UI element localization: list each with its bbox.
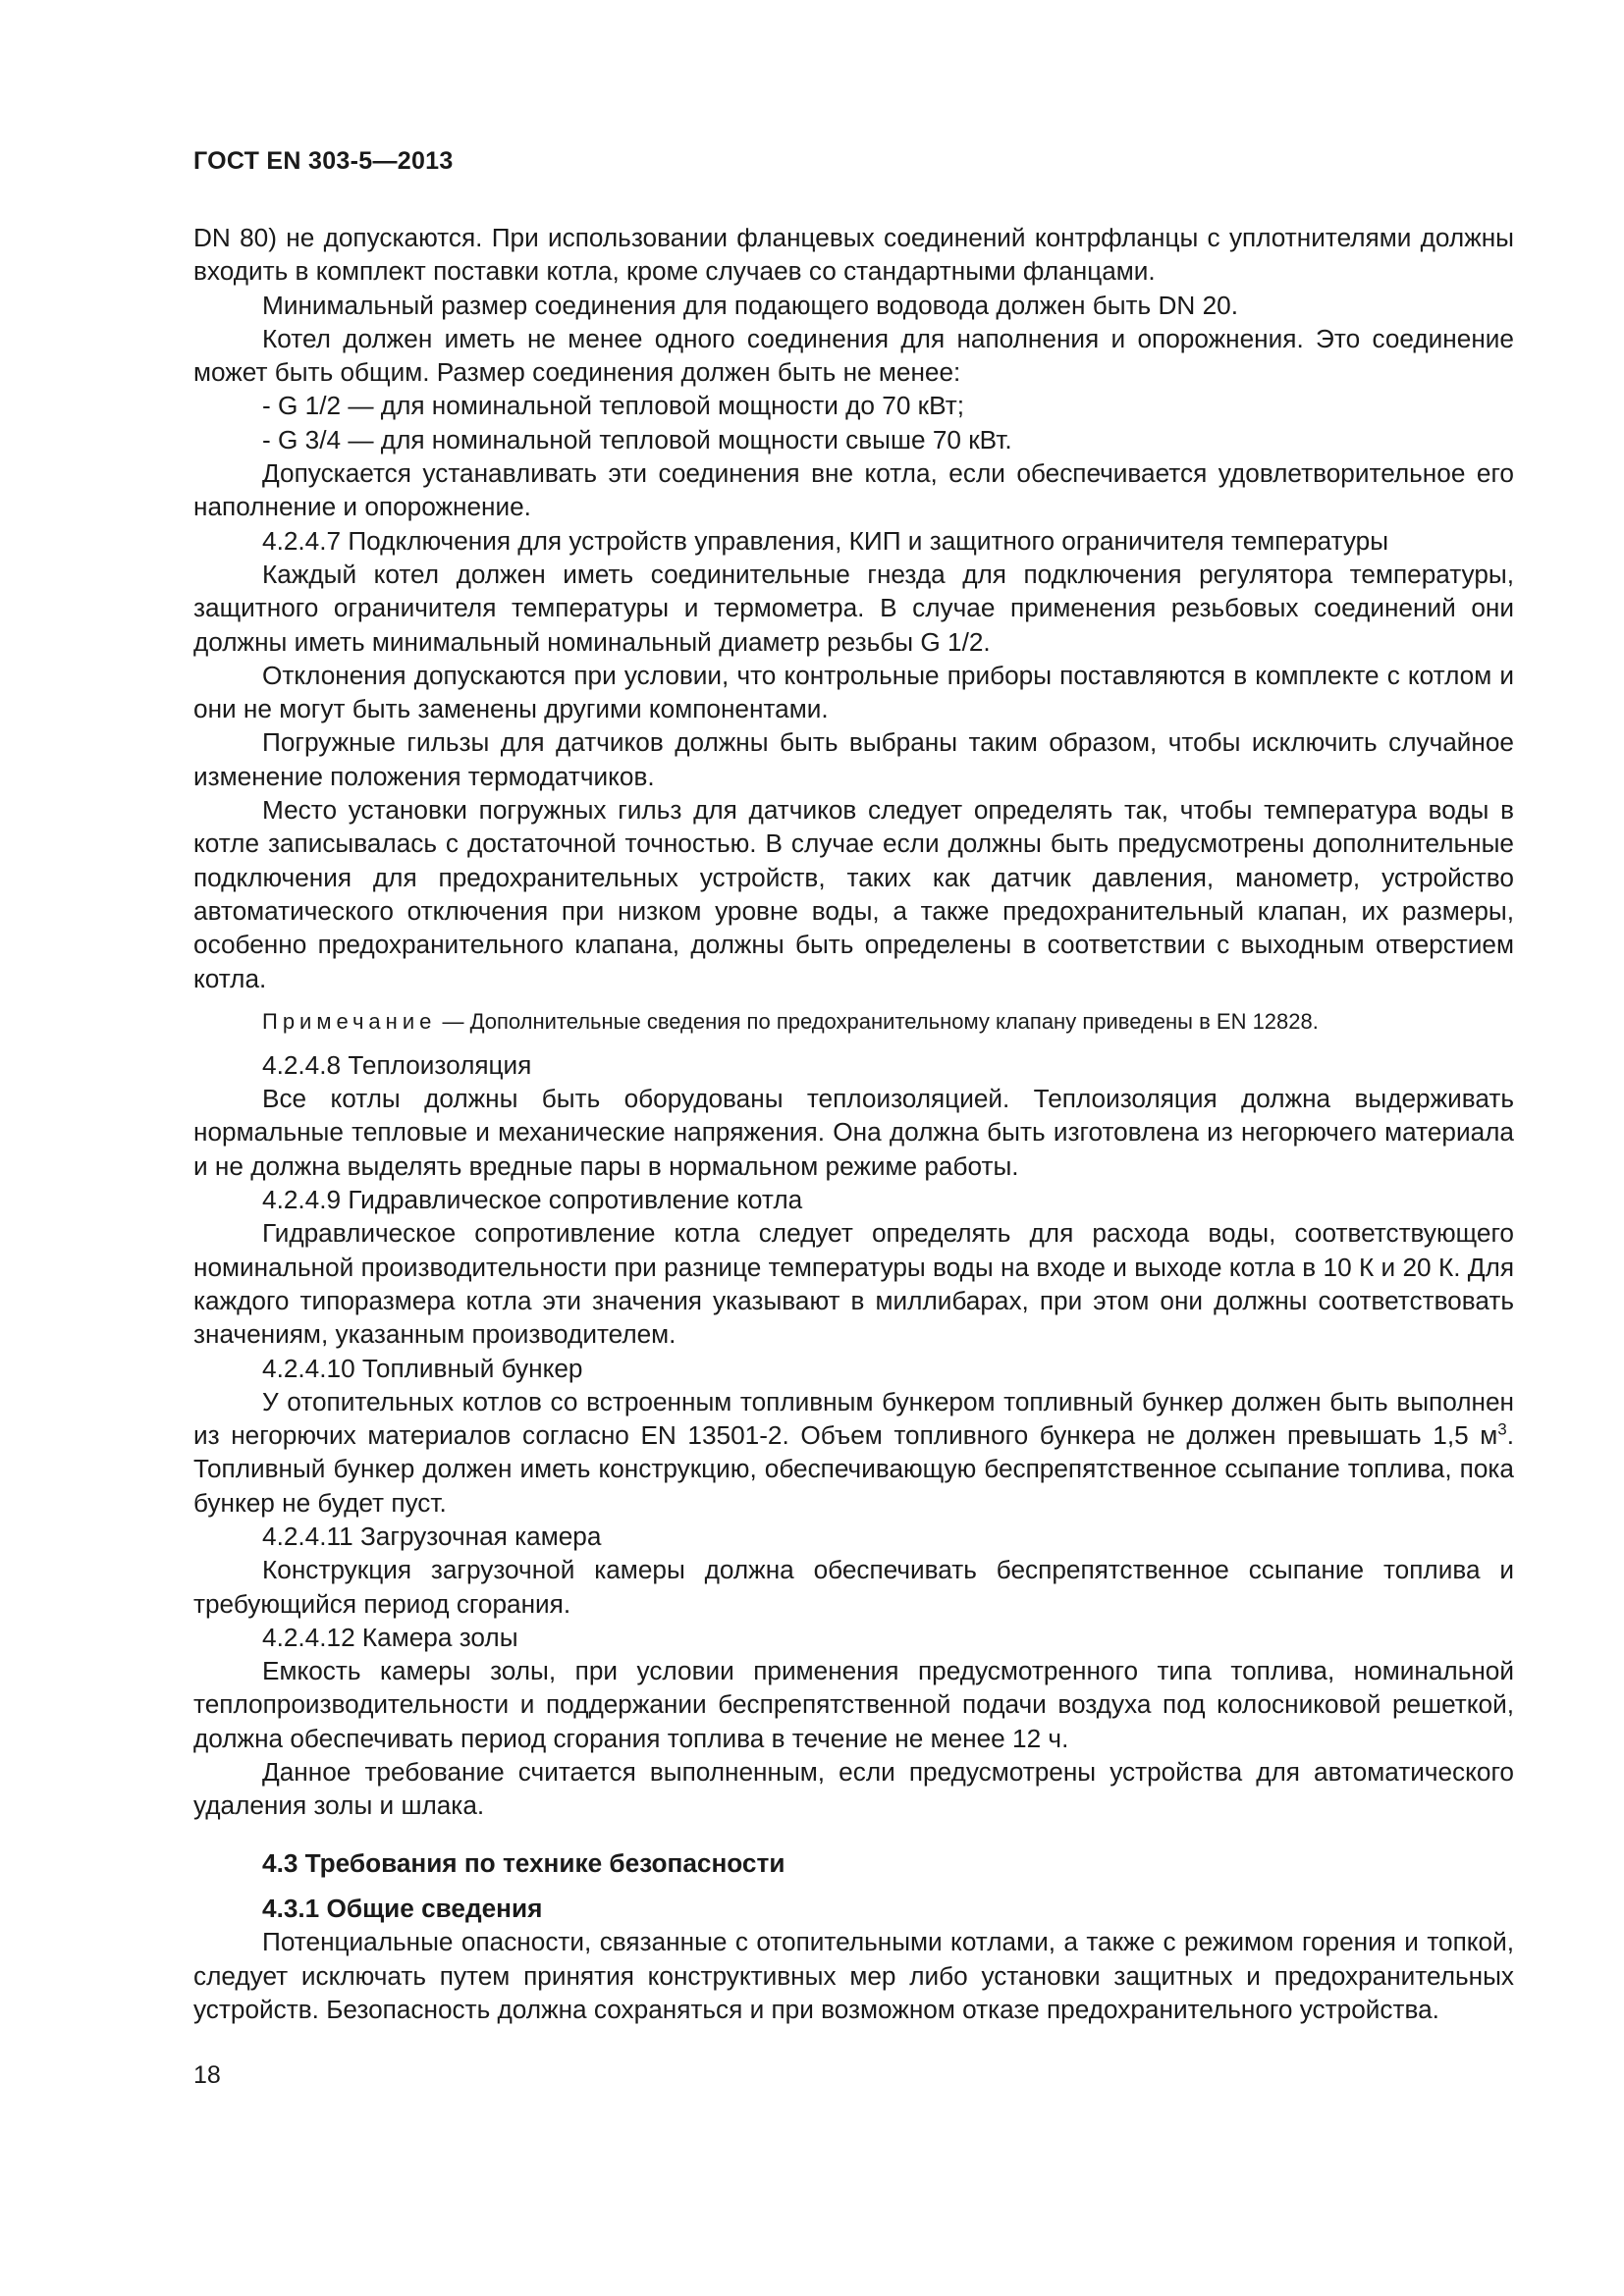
paragraph — [193, 1385, 1514, 1520]
section-heading: 4.2.4.8 Теплоизоляция — [262, 1049, 532, 1080]
paragraph: Потенциальные опасности, связанные с отопительными котлами, а также с режимом горения и топкой, следует исключать путем принятия конструктивных мер либо установки защитных и предохранительных устройств. Безопасность должна сохраняться и при возможном отказе предохранительного устройства. — [193, 1927, 1514, 2024]
paragraph-part: . Топливный бункер должен иметь конструкцию, обеспечивающую беспрепятственное ссыпание топлива, пока бункер не будет пуст. — [193, 1420, 1514, 1518]
superscript: 3 — [1497, 1419, 1507, 1439]
note-label: Примечание — [262, 1008, 437, 1034]
paragraph: Минимальный размер соединения для подающего водовода должен быть DN 20. — [262, 290, 1238, 320]
section-heading: 4.2.4.9 Гидравлическое сопротивление котла — [262, 1185, 803, 1215]
note-text: — Дополнительные сведения по предохранительному клапану приведены в EN 12828. — [436, 1008, 1319, 1034]
paragraph: Конструкция загрузочной камеры должна обеспечивать беспрепятственное ссыпание топлива и требующийся период сгорания. — [193, 1555, 1514, 1619]
paragraph-part: У отопительных котлов со встроенным топливным бункером топливный бункер должен быть выполнен из негорючих материалов согласно EN 13501-2. Объем топливного бункера не должен превышать 1,5 м — [193, 1386, 1514, 1451]
note — [193, 1007, 1514, 1037]
list-item: - G 1/2 — для номинальной тепловой мощности до 70 кВт; — [262, 391, 964, 421]
document-header: ГОСТ EN 303-5—2013 — [193, 147, 454, 175]
document-body — [193, 221, 1514, 2026]
subsection-title: 4.3.1 Общие сведения — [262, 1893, 543, 1923]
paragraph: Место установки погружных гильз для датчиков следует определять так, чтобы температура воды в котле записывалась с достаточной точностью. В случае если должны быть предусмотрены дополнительные подключения для предохранительных устройств, таких как датчик давления, манометр, устройство автоматического отключения при низком уровне воды, а также предохранительный клапан, их размеры, особенно предохранительного клапана, должны быть определены в соответствии с выходным отверстием котла. — [193, 795, 1514, 993]
paragraph: Емкость камеры золы, при условии применения предусмотренного типа топлива, номинальной теплопроизводительности и поддержании беспрепятственной подачи воздуха под колосниковой решеткой, должна обеспечивать период сгорания топлива в течение не менее 12 ч. — [193, 1656, 1514, 1753]
paragraph: Гидравлическое сопротивление котла следует определять для расхода воды, соответствующего номинальной производительности при разнице температуры воды на входе и выходе котла в 10 К и 20 К. Для каждого типоразмера котла эти значения указывают в миллибарах, при этом они должны соответствовать значениям, указанным производителем. — [193, 1218, 1514, 1350]
paragraph: Котел должен иметь не менее одного соединения для наполнения и опорожнения. Это соединение может быть общим. Размер соединения должен быть не менее: — [193, 323, 1514, 388]
paragraph: Погружные гильзы для датчиков должны быть выбраны таким образом, чтобы исключить случайное изменение положения термодатчиков. — [193, 727, 1514, 791]
page-number: 18 — [193, 2061, 221, 2089]
paragraph: Все котлы должны быть оборудованы теплоизоляцией. Теплоизоляция должна выдерживать нормальные тепловые и механические напряжения. Она должна быть изготовлена из негорючего материала и не должна выделять вредные пары в нормальном режиме работы. — [193, 1084, 1514, 1181]
section-heading: 4.2.4.10 Топливный бункер — [262, 1353, 583, 1383]
section-heading: 4.2.4.7 Подключения для устройств управления, КИП и защитного ограничителя температуры — [262, 525, 1389, 556]
paragraph: Данное требование считается выполненным, если предусмотрены устройства для автоматического удаления золы и шлака. — [193, 1757, 1514, 1821]
list-item: - G 3/4 — для номинальной тепловой мощности свыше 70 кВт. — [262, 424, 1012, 454]
paragraph: Отклонения допускаются при условии, что контрольные приборы поставляются в комплекте с котлом и они не могут быть заменены другими компонентами. — [193, 660, 1514, 724]
section-heading: 4.2.4.12 Камера золы — [262, 1622, 518, 1652]
paragraph: DN 80) не допускаются. При использовании фланцевых соединений контрфланцы с уплотнителями должны входить в комплект поставки котла, кроме случаев со стандартными фланцами. — [193, 223, 1514, 287]
section-title: 4.3 Требования по технике безопасности — [262, 1847, 785, 1878]
paragraph: Допускается устанавливать эти соединения вне котла, если обеспечивается удовлетворительное его наполнение и опорожнение. — [193, 458, 1514, 522]
section-heading: 4.2.4.11 Загрузочная камера — [262, 1521, 602, 1551]
paragraph: Каждый котел должен иметь соединительные гнезда для подключения регулятора температуры, защитного ограничителя температуры и термометра. В случае применения резьбовых соединений они должны иметь минимальный номинальный диаметр резьбы G 1/2. — [193, 559, 1514, 657]
